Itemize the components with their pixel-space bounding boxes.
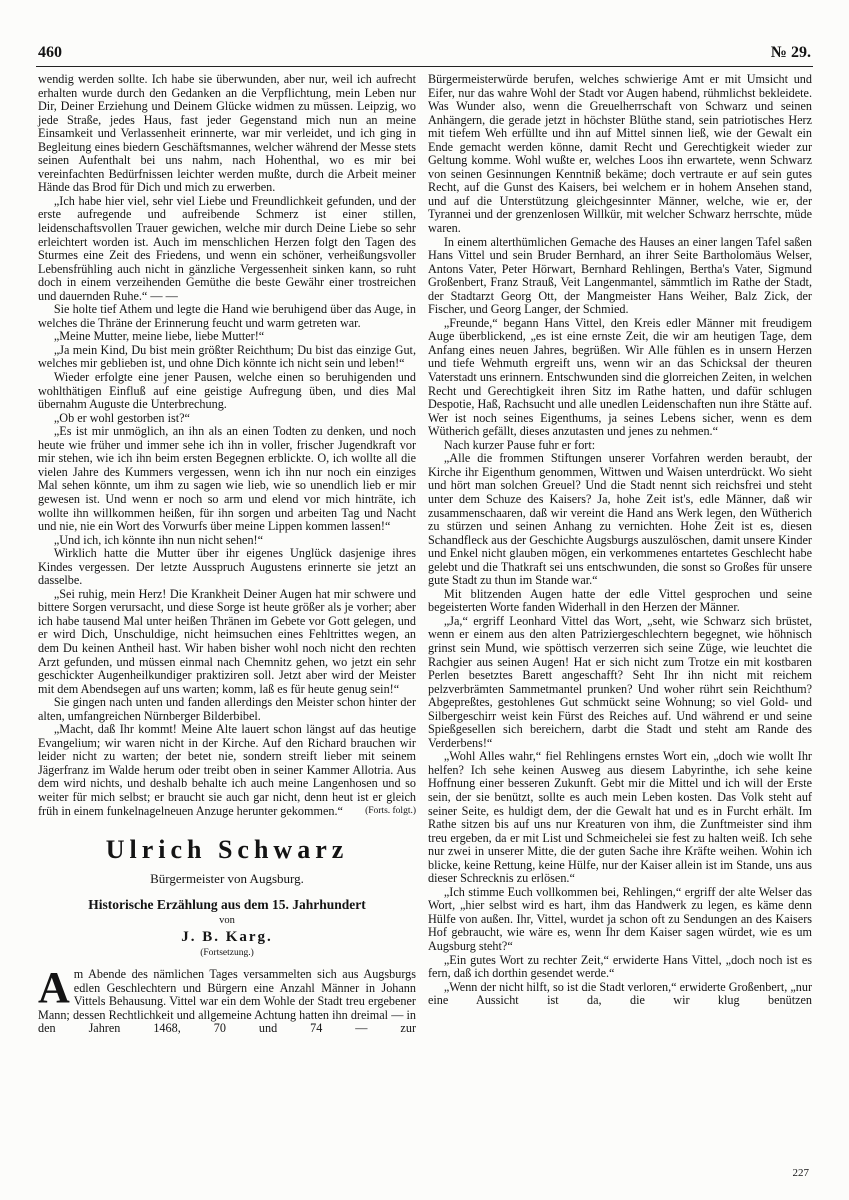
footer-page-number: 227 <box>792 1167 809 1179</box>
left-paragraph: „Sei ruhig, mein Herz! Die Krankheit Deiner Augen hat mir schwere und bittere Sorgen verursacht, und diese Sorge ist heute größer als je vorher; aber ich habe tausend Mal unter heißen Thränen im Gebete vor Gott gelegen, und er wird Dich, Unschuldige, nicht heimsuchen eines Fehltrittes wegen, an dem Du keinen Antheil hast. Wir haben bisher wohl noch nicht den rechten Arzt gefunden, und müssen einmal nach Chemnitz gehen, wo jetzt ein sehr geschickter Augenheilkundiger praktiziren soll. Jetzt aber wird der Meister mit dem Abendsegen auf uns warten; komm, laß es für heute genug sein!“ <box>38 586 416 696</box>
story-status: (Fortsetzung.) <box>200 948 254 959</box>
drop-cap: A <box>38 963 70 1013</box>
left-paragraph: „Und ich, ich könnte ihn nun nicht sehen!“ <box>53 532 264 547</box>
right-paragraph: „Wohl Alles wahr,“ fiel Rehlingens ernstes Wort ein, „doch wie wollt Ihr helfen? Ich sehe keinen Ausweg aus diesem Labyrinthe, ich sehe keine Hoffnung einer besseren Zukunft. Gebt mir die Mittel und ich will der Erste sein, der sie benützt, sollte es auch mein Leben kosten. Das Volk steht auf seiner Seite, es huldigt dem, der die Gewalt hat und es in Furcht erhält. Im Rathe sitzen bis auf uns nur Kreaturen von ihm, die Zunftmeister sind ihm treu ergeben, da er mit List und Schmeichelei sie fest zu halten weiß. Ich sehe nur zwei in unserer Mitte, die der guten Sache ihre Kräfte weihen. Wohin ich blicke, keine Rettung, keine Hülfe, nur der Kaiser allein ist im Stande, uns aus dieser Schrecknis zu erlösen.“ <box>428 749 812 886</box>
right-paragraph: Mit blitzenden Augen hatte der edle Vittel gesprochen und seine begeisterten Worte fanden Widerhall in den Herzen der Männer. <box>428 586 812 615</box>
left-paragraph: Wieder erfolgte eine jener Pausen, welche einen so beruhigenden und wohlthätigen Einfluß auf eine geistige Aufregung üben, und dies Mal übernahm Auguste die Unterbrechung. <box>38 370 416 412</box>
story-opening-paragraph <box>38 963 416 1036</box>
left-paragraph: „Meine Mutter, meine liebe, liebe Mutter!“ <box>53 329 265 344</box>
left-paragraph: Sie gingen nach unten und fanden allerdings den Meister schon hinter der alten, umfangreichen Nürnberger Bilderbibel. <box>38 695 416 723</box>
story-subtitle: Bürgermeister von Augsburg. <box>150 871 304 887</box>
story-author: J. B. Karg. <box>181 929 273 946</box>
story-byline-word: von <box>219 915 235 927</box>
continued-note: (Forts. folgt.) <box>365 805 416 816</box>
right-paragraph: „Alle die frommen Stiftungen unserer Vorfahren werden beraubt, der Kirche ihr Eigenthum genommen, Wittwen und Waisen unterdrückt. Wo sieht und hört man solchen Greuel? Und die Stadt nennt sich reichsfrei und steht unter dem Schuze des Kaisers? Ja, hohe Zeit ist's, edle Männer, daß wir zusammenschaaren, daß wir vereint die Hand ans Werk legen, den Wütherich zu stürzen und seinen Anhang zu vernichten. Hohe Zeit ist es, diesen Schandfleck aus der Geschichte Augsburgs auszulöschen, damit unsere Kinder und Enkel nicht glauben mögen, ein verkommenes entartetes Geschlecht habe gelebt und die Thatkraft sei uns entschwunden, die sonst so Großes für unsere gute Stadt zu thun im Stande war.“ <box>428 451 812 588</box>
left-paragraph: „Ja mein Kind, Du bist mein größter Reichthum; Du bist das einzige Gut, welches mir geblieben ist, und ohne Dich könnte ich nicht sein und leben!“ <box>38 342 416 371</box>
left-paragraph: wendig werden sollte. Ich habe sie überwunden, aber nur, weil ich aufrecht erhalten wurde durch den Gedanken an die Verpflichtung, mein Leben nur Dir, Deiner Erziehung und Deinem Glücke widmen zu müssen. Leipzig, wo jede Straße, jedes Haus, fast jeder Gegenstand mich nun an meine Einsamkeit und Verlassenheit erinnerte, war mir verleidet, und ich ging in Begleitung eines biedern Geschäftsmannes, welcher während der Messe stets seinen Aufenthalt bei uns nahm, nach Hohenthal, wo es mir bei vereinfachten Bedürfnissen leichter werden mußte, durch die Arbeit meiner Hände das Brod für Dich und mich zu erwerben. <box>38 72 416 195</box>
right-paragraph: Bürgermeisterwürde berufen, welches schwierige Amt er mit Umsicht und Eifer, nur das wahre Wohl der Stadt vor Augen habend, rühmlichst bekleidete. Was Wunder also, wenn die Greuelherrschaft von Schwarz und seinen Anhängern, die gerade jetzt in höchster Blüthe stand, sein patriotisches Herz mit tiefem Weh erfüllte und ihn auf Mittel sinnen ließ, wie der Gewalt ein Ende gemacht werden könne, damit Recht und Gerechtigkeit wieder zur Geltung komme. Wohl wußte er, welches Loos ihn erwartete, wenn Schwarz von seinen Gesinnungen Kenntniß bekäme; doch vertraute er auf sein gutes Recht, auf die Gunst des Kaisers, bei welchem er in hohem Ansehen stand, und auf die Unterstützung gleichgesinnter Männer, welche, wie er, der Tyrannei und der grenzenlosen Willkür, mit welcher Schwarz herrschte, müde waren. <box>428 72 812 236</box>
header-rule <box>36 66 813 67</box>
right-paragraph: „Wenn der nicht hilft, so ist die Stadt verloren,“ erwiderte Großenbert, „nur eine Aussicht ist da, die wir klug benützen <box>428 979 812 1008</box>
story-title: Ulrich Schwarz <box>105 835 349 865</box>
right-paragraph: In einem alterthümlichen Gemache des Hauses an einer langen Tafel saßen Hans Vittel und sein Bruder Bernhard, an ihrer Seite Bartholomäus Welser, Antons Vater, Peter Hörwart, Bernhard Rehlingen, Bertha's Vater, Sigmund Großenbert, Franz Strauß, Veit Langenmantel, sämmtlich im Rathe der Stadt, der Stadtarzt Georg Ott, der Mangmeister Hans Weiher, Balz Zick, der Fischer, und Georg Langer, der Schmied. <box>428 234 812 317</box>
left-paragraph: Sie holte tief Athem und legte die Hand wie beruhigend über das Auge, in welches die Thräne der Erinnerung feucht und warm getreten war. <box>38 302 416 330</box>
story-heading <box>38 834 416 960</box>
right-paragraph: „Ja,“ ergriff Leonhard Vittel das Wort, „seht, wie Schwarz sich brüstet, wenn er einem aus den alten Patriziergeschlechtern begegnet, wie höhnisch grinst sein Mund, wie spöttisch verzerren sich seine Züge, wie leuchtet die Rachgier aus seinen Augen! Hat er sich nicht zum Trotze ein mit kostbaren Perlen besetztes Barett angeschafft? Seht Ihr ihn nicht mit reichem pelzverbrämten Sammetmantel prunken? Und woher rührt sein Reichthum? Abgepreßtes, gestohlenes Gut schmückt seine Wohnung; so viel Gold- und Silbergeschirr weist kein Fürst des Reiches auf. Und während er und seine Spießgesellen sich bereichern, darbt die Stadt und steht am Rande des Verderbens!“ <box>428 613 812 750</box>
left-paragraph: „Ob er wohl gestorben ist?“ <box>53 410 190 425</box>
right-paragraph: „Ich stimme Euch vollkommen bei, Rehlingen,“ ergriff der alte Welser das Wort, „hier selbst wird es hart, ihm das Handwerk zu legen, es käme denn Hülfe von außen. Ihr, Vittel, wurdet ja schon oft zu Sendungen an des Kaisers Hof gebraucht, wie wäre es, wenn Ihr dem Kaiser sagen würdet, wie es um Augsburg steht?“ <box>428 884 812 953</box>
left-paragraph: „Es ist mir unmöglich, an ihn als an einen Todten zu denken, und noch heute wie früher und immer sehe ich ihn in voller, frischer Jugendkraft vor mir stehen, wie ich ihn beim ersten Begegnen erblickte. O, ich wollte all die vielen Jahre des Kummers vergessen, wenn ich ihn nur noch ein einziges Mal sehen könnte, um ihm zu sagen wie lieb, wie so unendlich lieb er mir gewesen ist. Und wenn er noch so arm und elend vor mich hinträte, ich wollte ihn willkommen heißen, für ihn sorgen und arbeiten Tag und Nacht und nie, nie ein Wort des Vorwurfs über meine Lippen kommen lassen!“ <box>38 424 416 534</box>
left-paragraph: „Ich habe hier viel, sehr viel Liebe und Freundlichkeit gefunden, und der erste aufregende und aufreibende Schmerz ist einer stillen, leidenschaftsvollen Trauer gewichen, welche mir durch Deine Liebe so sehr erleichtert worden ist. Auch im menschlichen Herzen folgt den Tagen des Sturmes eine Zeit des Friedens, und wenn ein schöner, verheißungsvoller Lebensfrühling auch nicht in gänzliche Vergessenheit sinken kann, so ruht doch in einem verzeihenden Gemüthe die beste Gewähr einer trostreichen und dauernden Ruhe.“ — — <box>38 193 416 303</box>
left-paragraph-text: „Macht, daß Ihr kommt! Meine Alte lauert schon längst auf das heutige Evangelium; wir waren nicht in der Kirche. Auf den Richard brauchen wir leider nicht zu warten; der betet nie, sondern streift lieber mit seinem Jägerfranz im Walde herum oder treibt oben in seiner Kammer Allotria. Aus dem wird nichts, und deshalb behalte ich auch meine Langenhosen und so weiter für mich selbst; er braucht sie auch gar nicht, denn heut ist er gleich früh in einem funkelnagelneuen Anzuge herunter gekommen.“ <box>38 722 416 818</box>
header-issue-number: № 29. <box>770 44 811 61</box>
left-paragraph: Wirklich hatte die Mutter über ihr eigenes Unglück dasjenige ihres Kindes vergessen. Der letzte Ausspruch Augustens erinnerte sie jetzt an dasselbe. <box>38 546 416 588</box>
story-genre: Historische Erzählung aus dem 15. Jahrhundert <box>88 897 366 913</box>
left-paragraph-last <box>38 723 416 818</box>
story-opening-text: m Abende des nämlichen Tages versammelten sich aus Augsburgs edlen Geschlechtern und Bürgern eine Anzahl Männer in Johann Vittels Behausung. Vittel war ein dem Wohle der Stadt treu ergebener Mann; dessen Rechtlichkeit und allgemeine Achtung hatten ihn dreimal — in den Jahren 1468, 70 und 74 — zur <box>38 967 416 1036</box>
right-paragraph: „Freunde,“ begann Hans Vittel, den Kreis edler Männer mit freudigem Auge überblickend, „es ist eine ernste Zeit, die wir am heutigen Tage, dem Anfang eines neuen Jahres, begrüßen. Wir Alle fühlen es in unsern Herzen und tiefe Wehmuth ergreift uns, wenn wir an das Schicksal der theuren Vaterstadt uns erinnern. Entschwunden sind die glorreichen Zeiten, in welchen Recht und Gerechtigkeit ihren Sitz im Rathe hatten, und dafür schlugen Despotie, Haß, Rachsucht und alle unedlen Leidenschaften nun ihre Stätte auf. Wer ist noch seines Eigenthums, ja seines Lebens sicher, wenn es dem Wütherich gefällt, dieses anzutasten und jenes zu nehmen.“ <box>428 315 812 439</box>
right-paragraph: Nach kurzer Pause fuhr er fort: <box>443 437 596 452</box>
header-page-number: 460 <box>38 44 62 61</box>
right-paragraph: „Ein gutes Wort zu rechter Zeit,“ erwiderte Hans Vittel, „doch noch ist es fern, daß ich dorthin gesendet werde.“ <box>428 952 812 981</box>
right-column <box>428 73 812 1008</box>
left-column <box>38 73 416 1036</box>
